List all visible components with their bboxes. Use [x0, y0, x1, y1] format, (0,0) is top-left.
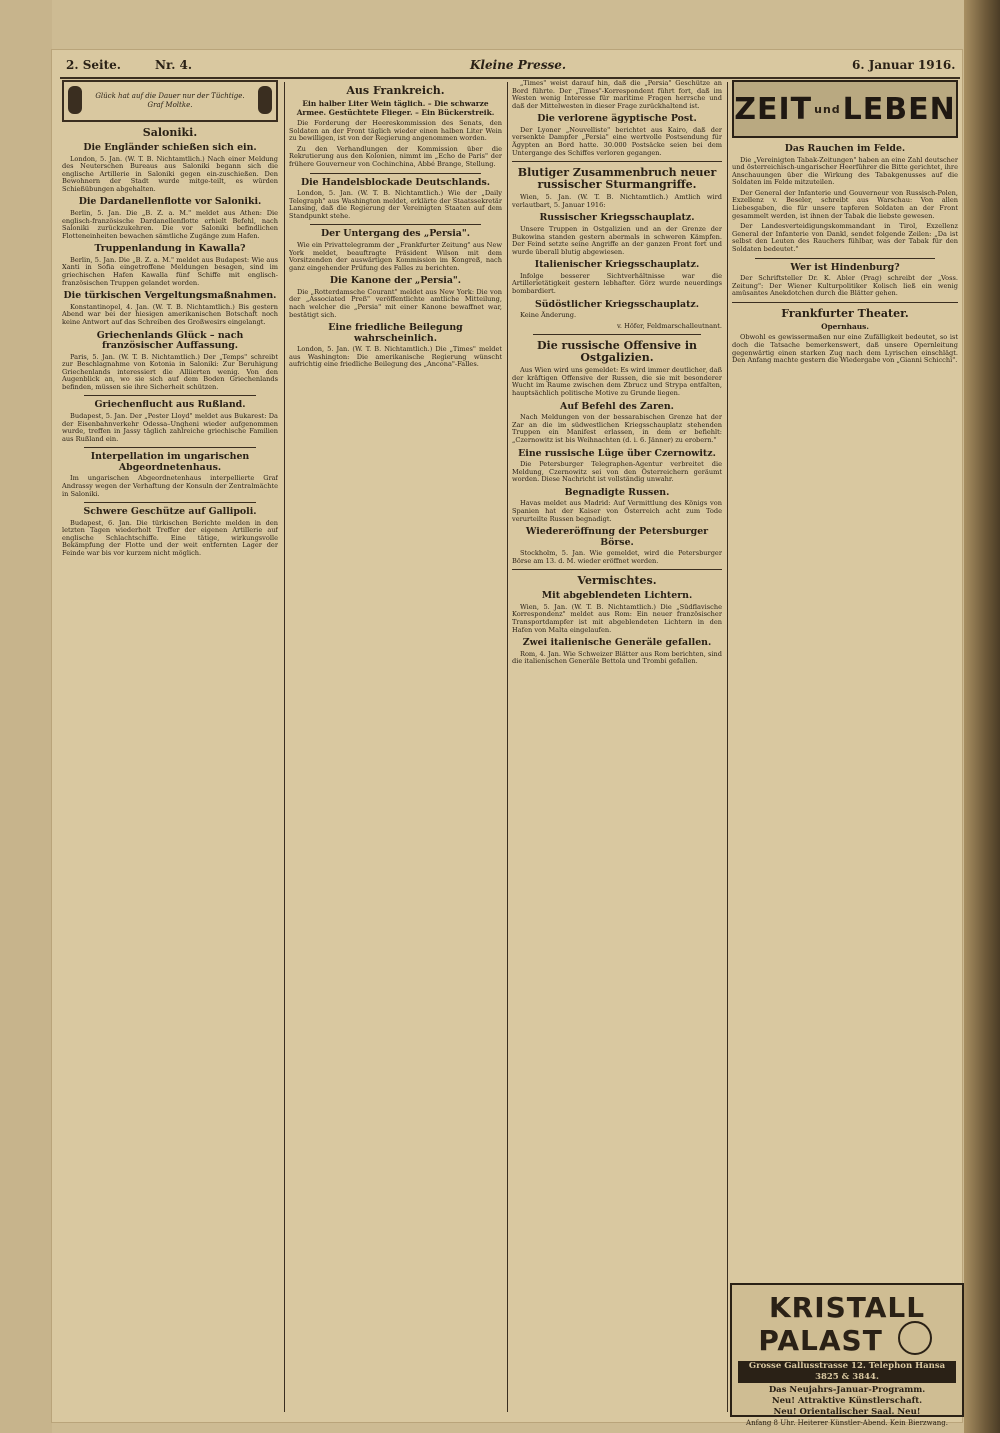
subheadline-frankreich: Ein halber Liter Wein täglich. – Die schwarze Armee. Gestüchtete Flieger. – Ein Bückerstreik. — [296, 99, 495, 117]
ornament-left-icon — [68, 86, 82, 114]
column-3 — [512, 80, 722, 1415]
ad-line-1: Neu! Attraktive Künstlerschaft. — [771, 1396, 923, 1406]
ad-address: Grosse Gallusstrasse 12. Telephon Hansa 3825 & 3844. — [738, 1361, 956, 1383]
article-text: Keine Änderung. — [520, 311, 577, 320]
article-text: Berlin, 5. Jan. Die „B. Z. a. M." meldet aus Budapest: Wie aus Xanti in Sofia eingetroffene Meldungen besagen, sind im griechischen Hafen Kawalla fünf Schiffe mit englisch-französischen Truppen gelandet worden. — [62, 255, 278, 287]
article-text: Obwohl es gewissermaßen nur eine Zufälligkeit bedeutet, so ist doch die Tatsache bemerkenswert, daß unsere Opernleitung gegenwärtig einen starken Zug nach dem Lyrischen einschlägt. Den Anfang machte gestern die Wiedergabe von „Gianni Schicchi". — [732, 333, 958, 365]
article-text: London, 5. Jan. (W. T. B. Nichtamtlich.) Nach einer Meldung des Neuterschen Bureaus aus Saloniki begann sich die englische Artillerie in Saloniki gegen ein-zuschießen. Den Bewohnern der Stadt wurde mitge-teilt, es würden Schießübungen abgehalten. — [62, 154, 278, 193]
issue-date: 6. Januar 1916. — [852, 58, 956, 72]
article-text: London, 5. Jan. (W. T. B. Nichtamtlich.) Die „Times" meldet aus Washington: Die amerikanische Regierung wünscht aufrichtig eine friedliche Beilegung des „Ancona"-Falles. — [289, 345, 502, 369]
headline-persia-untergang: Der Untergang des „Persia". — [320, 228, 470, 240]
article-text: Budapest, 5. Jan. Der „Pester Lloyd" meldet aus Bukarest: Da der Eisenbahnverkehr Odessa–Ungheni wieder aufgenommen wurde, treffen in Jassy täglich zahlreiche griechische Familien aus Rußland ein. — [62, 411, 278, 443]
article-text: Rom, 4. Jan. Wie Schweizer Blätter aus Rom berichten, sind die italienischen Generäle Bettola und Trombi gefallen. — [512, 649, 722, 666]
headline-theater: Frankfurter Theater. — [781, 306, 909, 320]
headline-zusammenbruch: Blutiger Zusammenbruch neuer russischer Sturmangriffe. — [517, 166, 717, 192]
headline-hindenburg: Wer ist Hindenburg? — [790, 261, 900, 273]
article-text: Der Landesverteidigungskommandant in Tirol, Exzellenz General der Infanterie von Dankl, sendet folgende Zeilen: „Da ist selbst den Leuten des Rauchers fühlbar, was der Tabak für den Soldaten bedeutet." — [732, 222, 958, 254]
headline-vermischtes: Vermischtes. — [577, 574, 657, 588]
article-text: Der Lyoner „Nouvelliste" berichtet aus Kairo, daß der versenkte Dampfer „Persia" eine wertvolle Postsendung für Ägypten an Bord hatte. 30.000 Postsäcke seien bei dem Untergange des Schiffes verloren gegangen. — [512, 125, 722, 157]
header-rule — [60, 77, 960, 79]
separator — [84, 447, 257, 448]
headline-befehl-zaren: Auf Befehl des Zaren. — [560, 400, 674, 412]
banner-zeit: ZEIT — [734, 91, 813, 127]
article-text: Die „Rotterdamsche Courant" meldet aus New York: Die von der „Associated Preß" veröffentlichte amtliche Mitteilung, nach welcher die „Persia" mit einer Kanone bewaffnet war, bestätigt sich. — [289, 287, 502, 319]
separator — [512, 161, 722, 162]
separator — [732, 302, 958, 303]
separator — [310, 224, 480, 225]
article-text: Berlin, 5. Jan. Die „B. Z. a. M." meldet aus Athen: Die englisch-französische Dardanellenflotte erhielt Befehl, nach Saloniki zurückzukehren. Die vor Saloniki befindlichen Flotteneinheiten bewachen sämtliche Zugänge zum Hafen. — [62, 208, 278, 240]
headline-generaele: Zwei italienische Generäle gefallen. — [522, 637, 712, 649]
article-text: Unsere Truppen in Ostgalizien und an der Grenze der Bukowina standen gestern abermals in schweren Kämpfen. Der Feind setzte seine Angriffe an der ganzen Front fort und wurde überall blutig abgewiesen. — [512, 224, 722, 256]
article-text: Paris, 5. Jan. (W. T. B. Nichtamtlich.) Der „Temps" schreibt zur Beschlagnahme von Kotonia in Saloniki: Zur Beruhigung Griechenlands interessiert die Alliierten wenig. Von den Augenblick an, wo sie sich auf dem Boden Griechenlands befinden, müssen sie ihre Sicherheit schützen. — [62, 352, 278, 391]
article-text: Nach Meldungen von der bessarabischen Grenze hat der Zar an die im südwestlichen Kriegsschauplatz stehenden Truppen ein Manifest erlassen, in dem er befiehlt: „Czernowitz ist bis Weihnachten (d. i. 6. Jänner) zu erobern." — [512, 413, 722, 444]
headline-kawalla: Truppenlandung in Kawalla? — [94, 243, 246, 255]
column-divider-2 — [507, 82, 508, 1412]
headline-frankreich: Aus Frankreich. — [346, 84, 445, 97]
article-text: Die Petersburger Telegraphen-Agentur verbreitet die Meldung, Czernowitz sei von den Österreichern geräumt worden. Diese Nachricht ist vollständig unwahr. — [512, 460, 722, 484]
zeit-und-leben-banner — [732, 80, 958, 138]
headline-russischer-schauplatz: Russischer Kriegsschauplatz. — [539, 212, 695, 224]
page-left-edge — [0, 0, 52, 1433]
article-text: Wien, 5. Jan. (W. T. B. Nichtamtlich.) Amtlich wird verlautbart, 5. Januar 1916: — [512, 193, 722, 209]
separator — [84, 395, 257, 396]
article-text: Infolge besserer Sichtverhältnisse war die Artillerietätigkeit gestern lebhafter. Görz wurde neuerdings bombardiert. — [512, 271, 722, 295]
headline-handelsblockade: Die Handelsblockade Deutschlands. — [300, 176, 491, 188]
banner-und: und — [814, 102, 841, 116]
quote-author: Graf Moltke. — [147, 101, 193, 109]
headline-italienischer-schauplatz: Italienischer Kriegsschauplatz. — [534, 259, 700, 271]
masthead: Kleine Presse. — [470, 58, 567, 72]
page-number: 2. Seite. — [66, 58, 121, 72]
headline-saloniki: Saloniki. — [142, 126, 198, 139]
article-text: Der Schriftsteller Dr. K. Abler (Prag) schreibt der „Voss. Zeitung": Der Wiener Kulturpolitiker Kolisch ließ ein wenig amüsantes Anekdotchen durch die Blätter gehen. — [732, 274, 958, 298]
separator — [84, 502, 257, 503]
headline-dardanellen: Die Dardanellenflotte vor Saloniki. — [78, 196, 262, 208]
column-2 — [289, 80, 502, 1415]
headline-suedoestlicher-schauplatz: Südöstlicher Kriegsschauplatz. — [534, 298, 700, 310]
ornament-right-icon — [258, 86, 272, 114]
page-binding — [964, 0, 1000, 1433]
headline-boerse: Wiedereröffnung der Petersburger Börse. — [525, 526, 709, 548]
headline-griechenland: Griechenlands Glück – nach französischer Auffassung. — [96, 329, 244, 351]
signature: v. Höfer, Feldmarschalleutnant. — [616, 321, 722, 330]
ad-program: Das Neujahrs-Januar-Programm. — [768, 1385, 926, 1395]
headline-persia-kanone: Die Kanone der „Persia". — [329, 275, 462, 287]
article-text: Wie ein Privattelegramm der „Frankfurter Zeitung" aus New York meldet, beauftragte Präsident Wilson mit dem Vorsitzenden der auswärtigen Kommission im Kongreß, nach ganz eingehender Prüfung des Falles zu berichten. — [289, 240, 502, 272]
headline-lichter: Mit abgeblendeten Lichtern. — [541, 590, 693, 602]
article-text: Konstantinopel, 4. Jan. (W. T. B. Nichtamtlich.) Bis gestern Abend war bei der hiesigen amerikanischen Botschaft noch keine Antwort auf das Schreiben des Großwesirs eingelangt. — [62, 302, 278, 326]
ad-name: KRISTALL PALAST — [758, 1291, 926, 1357]
headline-opernhaus: Opernhaus. — [821, 321, 869, 331]
quote-text: Glück hat auf die Dauer nur der Tüchtige. — [95, 92, 245, 100]
issue-number: Nr. 4. — [155, 58, 193, 72]
headline-offensive: Die russische Offensive in Ostgalizien. — [537, 339, 697, 365]
headline-begnadigte: Begnadigte Russen. — [564, 486, 670, 498]
headline-rauchen: Das Rauchen im Felde. — [784, 143, 906, 154]
article-text: Budapest, 6. Jan. Die türkischen Berichte melden in den letzten Tagen wiederholt Treffer der eigenen Artillerie auf englische Schlachtschiffe. Eine tätige, wirkungsvolle Bekämpfung der Flotte und der weit entfernten Lager der Feinde war bis vor kurzem nicht möglich. — [62, 518, 278, 557]
article-text: London, 5. Jan. (W. T. B. Nichtamtlich.) Wie der „Daily Telegraph" aus Washington meldet, erklärte der Staatssekretär Lansing, daß die Regierung der Vereinigten Staaten auf dem Standpunkt stehe. — [289, 189, 502, 220]
article-text: Zu den Verhandlungen der Kommission über die Rekrutierung aus den Kolonien, nimmt im „Echo de Paris" der frühere Gouverneur von Cochinchina, Abbé Brange, Stellung. — [289, 144, 502, 168]
headline-vergeltung: Die türkischen Vergeltungsmaßnahmen. — [63, 290, 277, 302]
ad-line-2: Neu! Orientalischer Saal. Neu! — [773, 1407, 921, 1417]
separator — [533, 334, 701, 335]
headline-interpellation: Interpellation im ungarischen Abgeordnetenhaus. — [90, 451, 250, 473]
article-text: Die „Vereinigten Tabak-Zeitungen" haben an eine Zahl deutscher und österreichisch-ungarischer Heerführer die Bitte gerichtet, ihre Anschauungen über die Wirkung des Tabakgenusses auf die Soldaten im Felde mitzuteilen. — [732, 155, 958, 187]
headline-aegyptische-post: Die verlorene ägyptische Post. — [537, 113, 697, 125]
article-text: Die Forderung der Heereskommission des Senats, den Soldaten an der Front täglich wieder einen halben Liter Wein zu bewilligen, ist von der Regierung angenommen worden. — [289, 119, 502, 143]
column-divider-1 — [284, 82, 285, 1412]
separator — [310, 173, 480, 174]
headline-englaender: Die Engländer schießen sich ein. — [83, 142, 257, 153]
headline-gallipoli: Schwere Geschütze auf Gallipoli. — [83, 506, 257, 518]
article-text: Im ungarischen Abgeordnetenhaus interpellierte Graf Andrassy wegen der Verhaftung der Konsuln der Zentralmächte in Saloniki. — [62, 474, 278, 498]
separator — [512, 569, 722, 570]
column-4 — [732, 80, 958, 1275]
headline-beilegung: Eine friedliche Beilegung wahrscheinlich. — [328, 322, 463, 344]
article-text: Der General der Infanterie und Gouverneur von Russisch-Polen, Exzellenz v. Beseler, schreibt aus Warschau: Von allen Liebesgaben, die für unsere tapferen Soldaten an der Front gesammelt werden, ist ihnen der Tabak die liebste gewesen. — [732, 188, 958, 220]
column-divider-3 — [727, 82, 728, 1412]
banner-leben: LEBEN — [842, 91, 956, 127]
separator — [755, 258, 936, 259]
article-text: Wien, 5. Jan. (W. T. B. Nichtamtlich.) Die „Südflavische Korrespondenz" meldet aus Rom: Ein neuer französischer Transportdampfer ist mit abgeblendeten Lichtern in den Hafen von Malta eingelaufen. — [512, 602, 722, 634]
kristall-palast-ad — [730, 1283, 964, 1427]
quote-box — [62, 80, 278, 122]
column-1 — [62, 80, 278, 1415]
headline-griechenflucht: Griechenflucht aus Rußland. — [94, 399, 246, 411]
article-text: Aus Wien wird uns gemeldet: Es wird immer deutlicher, daß der kräftigen Offensive der Russen, die sie mit besonderer Wucht im Raume zwischen dem Zbrucz und Strypa entfalten, hauptsächlich politische Motive zu Grunde liegen. — [512, 366, 722, 398]
article-text: Stockholm, 5. Jan. Wie gemeldet, wird die Petersburger Börse am 13. d. M. wieder eröffnet werden. — [512, 549, 722, 565]
headline-luege-czernowitz: Eine russische Lüge über Czernowitz. — [518, 447, 716, 459]
article-text: Havas meldet aus Madrid: Auf Vermittlung des Königs von Spanien hat der Kaiser von Österreich acht zum Tode verurteilte Russen begnadigt. — [512, 499, 722, 523]
article-text: „Times" weist darauf hin, daß die „Persia" Geschütze an Bord führte. Der „Times"-Korrespondent führt fort, daß im Westen wenig Interesse für maritime Fragen herrsche und daß der Mittelwesten in dieser Frage zurückhaltend ist. — [512, 80, 722, 110]
ad-line-3: Anfang 8 Uhr. Heiterer Künstler-Abend. Kein Bierzwang. — [746, 1419, 948, 1427]
clock-icon — [898, 1321, 932, 1355]
